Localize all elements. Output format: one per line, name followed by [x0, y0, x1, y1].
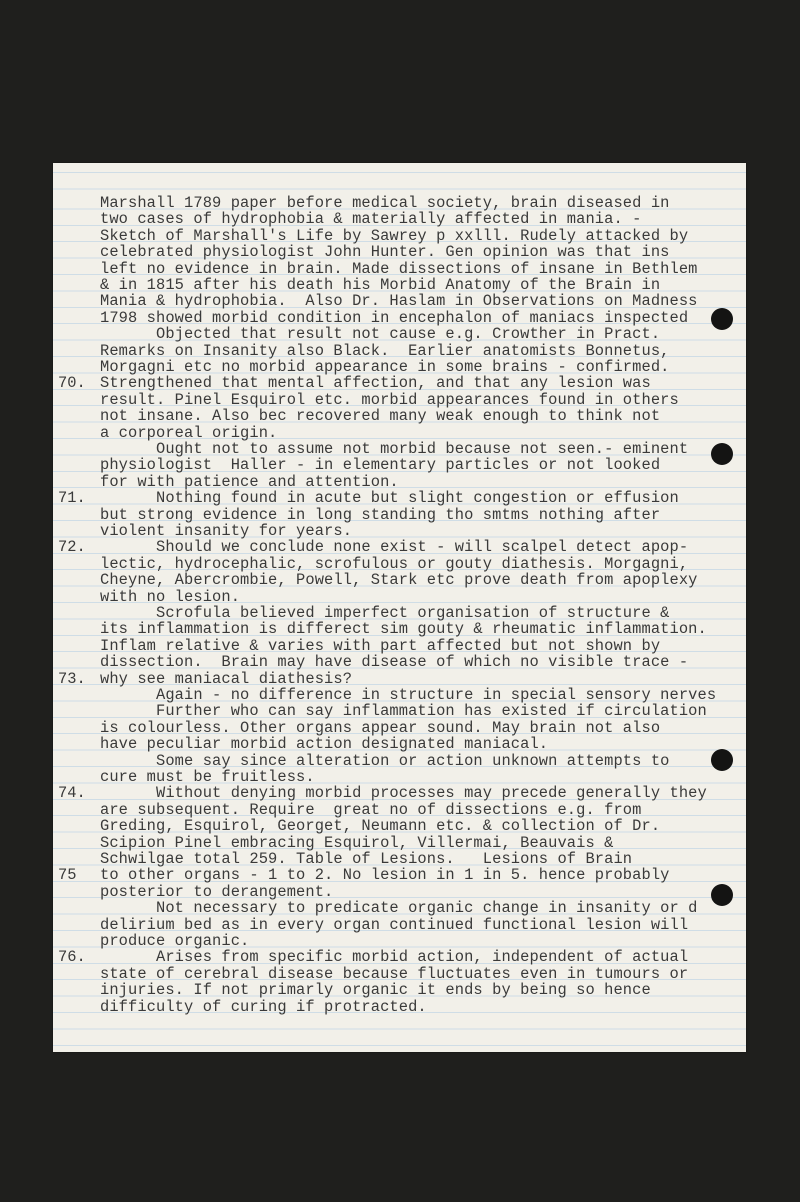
text-line: state of cerebral disease because fluctuates even in tumours or	[100, 964, 689, 983]
text-line: violent insanity for years.	[100, 522, 353, 540]
text-line: two cases of hydrophobia & materially affected in mania. -	[100, 210, 642, 229]
text-line: 1798 showed morbid condition in encephalon of maniacs inspected	[100, 308, 689, 327]
text-line: its inflammation is differect sim gouty & rheumatic inflammation.	[100, 620, 707, 639]
text-line: Schwilgae total 259. Table of Lesions. Lesions of Brain	[100, 850, 633, 868]
paragraph-number: 75	[58, 866, 77, 885]
text-line: Again - no difference in structure in special sensory nerves	[100, 686, 717, 704]
text-line: Inflam relative & varies with part affected but not shown by	[100, 636, 661, 655]
text-line: Remarks on Insanity also Black. Earlier anatomists Bonnetus,	[100, 341, 670, 360]
text-line: & in 1815 after his death his Morbid Anatomy of the Brain in	[100, 276, 661, 294]
text-line: Marshall 1789 paper before medical society, brain diseased in	[100, 194, 670, 212]
text-line: Should we conclude none exist - will scalpel detect apop-	[100, 538, 689, 557]
text-line: Strengthened that mental affection, and that any lesion was	[100, 374, 651, 393]
text-line: for with patience and attention.	[100, 472, 399, 491]
paragraph-number: 76.	[58, 948, 86, 967]
text-line: result. Pinel Esquirol etc. morbid appearances found in others	[100, 390, 679, 409]
text-line: Cheyne, Abercrombie, Powell, Stark etc prove death from apoplexy	[100, 571, 698, 590]
text-line: Mania & hydrophobia. Also Dr. Haslam in Observations on Madness	[100, 292, 698, 311]
text-line: cure must be fruitless.	[100, 768, 315, 786]
paragraph-number: 73.	[58, 669, 86, 688]
paragraph-number: 70.	[58, 374, 86, 393]
text-line: are subsequent. Require great no of dissections e.g. from	[100, 800, 642, 819]
text-line: Scipion Pinel embracing Esquirol, Villermai, Beauvais &	[100, 833, 614, 852]
text-line: why see maniacal diathesis?	[100, 669, 353, 688]
text-line: produce organic.	[100, 932, 250, 950]
punch-hole	[711, 884, 733, 906]
text-line: Without denying morbid processes may precede generally they	[100, 784, 707, 803]
text-line: injuries. If not primarly organic it ends by being so hence	[100, 981, 651, 1000]
text-line: physiologist Haller - in elementary particles or not looked	[100, 456, 661, 475]
text-line: left no evidence in brain. Made dissections of insane in Bethlem	[100, 259, 698, 278]
text-line: Greding, Esquirol, Georget, Neumann etc. & collection of Dr.	[100, 817, 661, 836]
text-line: difficulty of curing if protracted.	[100, 997, 427, 1016]
text-line: posterior to derangement.	[100, 882, 334, 901]
text-line: delirium bed as in every organ continued functional lesion will	[100, 915, 689, 934]
text-line: is colourless. Other organs appear sound. May brain not also	[100, 718, 661, 737]
text-line: celebrated physiologist John Hunter. Gen opinion was that ins	[100, 243, 670, 262]
paragraph-number: 71.	[58, 489, 86, 508]
text-line: lectic, hydrocephalic, scrofulous or gouty diathesis. Morgagni,	[100, 554, 689, 573]
text-line: have peculiar morbid action designated maniacal.	[100, 735, 549, 754]
text-line: dissection. Brain may have disease of which no visible trace -	[100, 653, 689, 672]
punch-hole	[711, 308, 733, 330]
text-line: Not necessary to predicate organic change in insanity or d	[100, 899, 698, 918]
text-line: not insane. Also bec recovered many weak enough to think not	[100, 407, 661, 426]
text-line: Scrofula believed imperfect organisation of structure &	[100, 604, 670, 622]
text-line: Arises from specific morbid action, independent of actual	[100, 948, 689, 967]
punch-hole	[711, 443, 733, 465]
text-line: Sketch of Marshall's Life by Sawrey p xxlll. Rudely attacked by	[100, 226, 689, 245]
text-line: Nothing found in acute but slight congestion or effusion	[100, 489, 679, 508]
text-line: Ought not to assume not morbid because not seen.- eminent	[100, 440, 689, 458]
paragraph-number: 72.	[58, 538, 86, 557]
text-line: Morgagni etc no morbid appearance in some brains - confirmed.	[100, 358, 670, 376]
text-line: Further who can say inflammation has existed if circulation	[100, 702, 707, 721]
text-line: to other organs - 1 to 2. No lesion in 1 in 5. hence probably	[100, 866, 670, 885]
text-line: Objected that result not cause e.g. Crowther in Pract.	[100, 325, 661, 344]
text-line: a corporeal origin.	[100, 423, 278, 442]
text-line: with no lesion.	[100, 587, 241, 606]
text-line: but strong evidence in long standing tho smtms nothing after	[100, 505, 661, 524]
paragraph-number: 74.	[58, 784, 86, 803]
punch-hole	[711, 749, 733, 771]
text-line: Some say since alteration or action unknown attempts to	[100, 751, 670, 770]
